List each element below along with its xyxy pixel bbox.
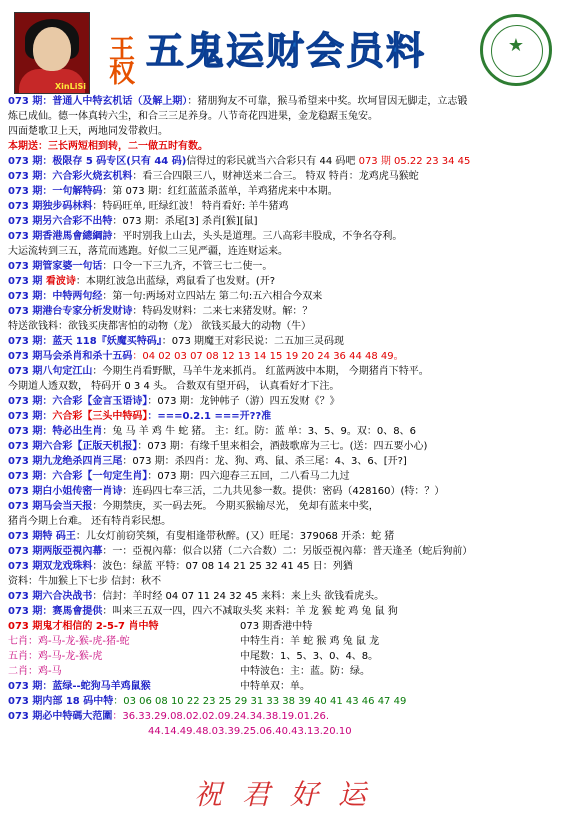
line-prefix: 073 期： xyxy=(8,396,53,407)
line-text: ：073 期：四六迎春三五回，二八看马二九过 xyxy=(147,471,350,482)
line-heading: 马会当天报 xyxy=(42,501,93,512)
line-text: 本期送：三长两短相到转，二一做五时有数。 xyxy=(8,141,208,152)
line-text: ：特码发财料：二来七来猪发财。解：？ xyxy=(132,306,313,317)
line-prefix: 073 期： xyxy=(8,291,53,302)
content-line xyxy=(8,199,571,214)
content-line xyxy=(8,289,571,304)
line-text: ：连码四七奉三活，二九共见参一数。提供：密码（428160）(特：？） xyxy=(122,486,445,497)
line-prefix: 073 期： xyxy=(8,156,53,167)
line-heading: 普通人中特玄机话（及解上期） xyxy=(52,96,188,107)
line-prefix: 073 期 xyxy=(8,261,43,272)
content-line xyxy=(8,244,571,259)
line-text: ：073 期：杀四肖：龙、狗、鸡、鼠、杀三尾：4、3、6、[开?] xyxy=(122,456,407,467)
inner-18-line xyxy=(8,694,571,709)
line-prefix: 073 期 xyxy=(8,216,43,227)
content-line xyxy=(8,124,571,139)
line-prefix: 073 期： xyxy=(8,471,53,482)
content-line xyxy=(8,304,571,319)
content-line xyxy=(8,109,571,124)
line-heading: 蓝天 118『妖魔买特码』 xyxy=(52,336,162,347)
line-prefix: 073 期 xyxy=(8,306,43,317)
content-line xyxy=(8,439,571,454)
line-prefix: 073 期： xyxy=(8,171,53,182)
scope-line-2 xyxy=(8,724,571,739)
content-line xyxy=(8,274,571,289)
content-line xyxy=(8,349,571,364)
right-column-text: 073 期香港中特 xyxy=(240,621,313,632)
two-column-row xyxy=(8,649,571,664)
content-line xyxy=(8,259,571,274)
two-column-row xyxy=(8,634,571,649)
line-heading: 六合决战书 xyxy=(42,591,93,602)
line-prefix: 073 期： xyxy=(8,336,53,347)
two-column-row xyxy=(8,619,571,634)
content-line xyxy=(8,469,571,484)
line-text: ：===0.2.1 ===开??准 xyxy=(147,411,272,422)
line-text: 44.14.49.48.03.39.25.06.40.43.13.20.10 xyxy=(148,726,352,737)
line-heading: 另六合彩不出特 xyxy=(42,216,113,227)
left-column-text: 七肖：鸡-马-龙-猴-虎-猪-蛇 xyxy=(8,636,130,647)
line-prefix: 073 期 xyxy=(8,486,43,497)
line-prefix: 073 期内部 18 码中特 xyxy=(8,696,114,707)
line-heading: 六合彩【一句定生肖】 xyxy=(52,471,148,482)
line-prefix: 073 期 xyxy=(8,456,43,467)
left-column-text: 五肖：鸡-马-龙-猴-虎 xyxy=(8,651,103,662)
line-heading: 六合彩【正版天机报】 xyxy=(42,441,138,452)
brand-mark: 王 权 xyxy=(108,35,135,89)
page-title: 五鬼运财会员料 xyxy=(146,28,427,73)
line-text: ：073 期：有缘千里来相会，酒鼓歌席为三七。(送：四五要小心) xyxy=(137,441,428,452)
content-line xyxy=(8,484,571,499)
line-heading: 双龙戏珠料 xyxy=(42,561,93,572)
line-prefix: 073 期： xyxy=(8,186,53,197)
line-heading: 香港馬會總綱詩 xyxy=(42,231,113,242)
content-line xyxy=(8,424,571,439)
line-text: 大运流转到三五，落荒而逃跑。好似二三见严疆，连连财运来。 xyxy=(8,246,288,257)
line-text: ：兔 马 羊 鸡 牛 蛇 猪。 主：红。防：蓝 单：3、5、9。双：0、8、6 xyxy=(102,426,416,437)
scope-line xyxy=(8,709,571,724)
content-line xyxy=(8,604,571,619)
line-prefix: 073 期 xyxy=(8,591,43,602)
line-prefix: 073 期 xyxy=(8,531,43,542)
line-text: ：信封：羊时经 04 07 11 24 32 45 来料：来上头 欲钱看虎头。 xyxy=(92,591,385,602)
line-text: 特送欲钱料：欲钱买庚都害怕的动物（龙） 欲钱买最大的动物（牛） xyxy=(8,321,312,332)
line-text: ：叫来三五双一四，四六不减取头奖 来料：羊 龙 猴 蛇 鸡 兔 鼠 狗 xyxy=(102,606,398,617)
content-line xyxy=(8,409,571,424)
content-line xyxy=(8,454,571,469)
line-text: ：本期红波急出蓝绿，鸡鼠看了也发财。(开? xyxy=(75,276,276,287)
line-heading: 白小姐传密一肖诗 xyxy=(42,486,123,497)
line-prefix: 073 期 xyxy=(8,231,43,242)
line-extra: 073 期 05.22 23 34 45 xyxy=(355,156,471,167)
line-text: 资料：牛加猴上下七步 信封：秋不 xyxy=(8,576,162,587)
line-heading: 一句解特码 xyxy=(52,186,103,197)
content-line xyxy=(8,139,571,154)
line-heading: 八句定江山 xyxy=(42,366,93,377)
content-line xyxy=(8,319,571,334)
line-text: 今期道人透双数， 特码开 0 3 4 头。 合数双有望开码， 认真看好才下注。 xyxy=(8,381,340,392)
line-prefix: 073 期 xyxy=(8,276,46,287)
line-prefix: 073 期： xyxy=(8,411,53,422)
line-prefix: 073 期 xyxy=(8,546,43,557)
content-line xyxy=(8,364,571,379)
content-line xyxy=(8,169,571,184)
line-text: ：波色：绿蓝 平特：07 08 14 21 25 32 41 45 日：列猶 xyxy=(92,561,353,572)
right-column-text: 中特生肖：羊 蛇 猴 鸡 兔 鼠 龙 xyxy=(240,636,380,647)
two-column-block xyxy=(8,619,571,694)
line-prefix: 073 期马会杀肖和杀十五码 xyxy=(8,351,133,362)
content-line xyxy=(8,394,571,409)
right-column-text: 中特波色：主：蓝。防：绿。 xyxy=(240,666,370,677)
left-column-text: 073 期鬼才相信的 2-5-7 肖中特 xyxy=(8,621,159,632)
line-text: ：特码旺单, 旺绿红波！ 特肖看好: 羊牛猪鸡 xyxy=(92,201,289,212)
content-line xyxy=(8,574,571,589)
content-line xyxy=(8,589,571,604)
line-text: ：平时别我上山去，头头是道理。三八高彩丰股成，不争名夺利。 xyxy=(112,231,403,242)
line-text: ：看三合四限三八，财神送来二合三。 特双 特肖：龙鸡虎马猴蛇 xyxy=(132,171,419,182)
line-heading: 赛馬會提供 xyxy=(52,606,103,617)
line-text: ：36.33.29.08.02.02.09.24.34.38.19.01.26. xyxy=(112,711,330,722)
line-text: ：今期生肖看野獸，马羊牛龙来抓肖。 红蓝两波中本期， 今期猪肖下特平。 xyxy=(92,366,429,377)
line-prefix: 073 期 xyxy=(8,366,43,377)
content-line xyxy=(8,334,571,349)
line-prefix: 073 期 xyxy=(8,501,43,512)
left-column-text: 073 期：蓝绿--蛇狗马羊鸡鼠猴 xyxy=(8,681,151,692)
content-body xyxy=(8,94,571,780)
line-text: ：03 06 08 10 22 23 25 29 31 33 38 39 40 41 43 46 47 49 xyxy=(113,696,407,707)
line-heading: 六合彩【三头中特码】 xyxy=(52,411,148,422)
line-text: ：第 073 期：红红蓝蓝杀蓝单，羊鸡猪虎来中本期。 xyxy=(102,186,338,197)
content-line xyxy=(8,229,571,244)
content-line xyxy=(8,499,571,514)
right-column-text: 中特单双：单。 xyxy=(240,681,310,692)
content-line xyxy=(8,379,571,394)
footer-blessing: 祝君好运 xyxy=(193,778,386,811)
line-prefix: 073 期 xyxy=(8,201,43,212)
photo-caption: XinLiSi xyxy=(55,82,86,91)
line-heading: 独步码林料 xyxy=(42,201,93,212)
content-line xyxy=(8,544,571,559)
content-line xyxy=(8,214,571,229)
content-line xyxy=(8,184,571,199)
line-text: ：儿女灯前窃笑频，有叟相逢带秋醉。(又）旺尾：379068 开杀：蛇 猪 xyxy=(75,531,395,542)
content-line xyxy=(8,154,571,169)
two-column-row xyxy=(8,679,571,694)
two-column-row xyxy=(8,664,571,679)
line-text: ：073 期：龙钟帏子（游）四五发财《？》 xyxy=(147,396,340,407)
left-column-text: 二肖：鸡-马 xyxy=(8,666,62,677)
photo-face xyxy=(33,27,71,71)
line-heading: 看波诗 xyxy=(45,276,76,287)
right-column-text: 中尾数：1、5、3、0、4、8。 xyxy=(240,651,379,662)
line-text: ：第一句:两场对立四站左 第二句:五六相合今双来 xyxy=(102,291,323,302)
line-heading: 极限存 5 码专区(只有 44 码) xyxy=(52,156,187,167)
line-text: ：073 期魔王对彩民说：二五加三灵码现 xyxy=(161,336,344,347)
line-text: 信得过的彩民就当六合彩只有 44 码吧 xyxy=(186,156,356,167)
seal-star-icon: ★ xyxy=(507,35,525,56)
line-prefix: 073 期： xyxy=(8,606,53,617)
line-prefix: 073 期 xyxy=(8,561,43,572)
content-lines xyxy=(8,94,571,619)
line-text: ：猪朋狗友不可靠，猴马希望来中奖。坎坷冒因无脚走，立志锻 xyxy=(187,96,468,107)
line-text: ：一：亞視內幕：似合以猪（二六合数）二：另版亞視內幕：普天逢圣（蛇后狗前） xyxy=(102,546,473,557)
header xyxy=(4,4,575,92)
line-heading: 中特两句经 xyxy=(52,291,103,302)
line-text: 四面楚歌卫上天，两地同发带救归。 xyxy=(8,126,168,137)
line-text: ：073 期：杀尾[3] 杀肖[猴][鼠] xyxy=(112,216,258,227)
content-line xyxy=(8,529,571,544)
line-prefix: 073 期： xyxy=(8,426,53,437)
line-text: ：04 02 03 07 08 12 13 14 15 19 20 24 36 44 48 49。 xyxy=(132,351,404,362)
line-heading: 港台专家分析发财诗 xyxy=(42,306,133,317)
line-prefix: 073 期必中特碼大范圍 xyxy=(8,711,113,722)
line-text: 炼已成仙。德一体真转六尘，和合三三足养身。八节奇花四进果，金龙稳踞玉兔安。 xyxy=(8,111,378,122)
line-heading: 九龙绝杀四肖三尾 xyxy=(42,456,123,467)
line-heading: 六合彩【金言玉语诗】 xyxy=(52,396,148,407)
line-prefix: 073 期： xyxy=(8,96,53,107)
content-line xyxy=(8,94,571,109)
portrait-photo xyxy=(14,12,90,94)
line-heading: 六合彩火烧玄机料 xyxy=(52,171,133,182)
line-heading: 特 码王 xyxy=(42,531,76,542)
content-line xyxy=(8,559,571,574)
content-line xyxy=(8,514,571,529)
line-text: ：今期禁庚，买一码去死。 今期买猴输尽光， 免却有蓝来中奖， xyxy=(92,501,379,512)
line-text: ：口令一下三九齐，不管三七二使一。 xyxy=(102,261,273,272)
line-prefix: 073 期 xyxy=(8,441,43,452)
line-text: 猪肖今期上台难。 还有特肖彩民想。 xyxy=(8,516,172,527)
line-heading: 两版亞視內幕 xyxy=(42,546,103,557)
seal-stamp xyxy=(480,14,552,86)
line-heading: 特必出生肖 xyxy=(52,426,103,437)
line-heading: 管家婆一句话 xyxy=(42,261,103,272)
